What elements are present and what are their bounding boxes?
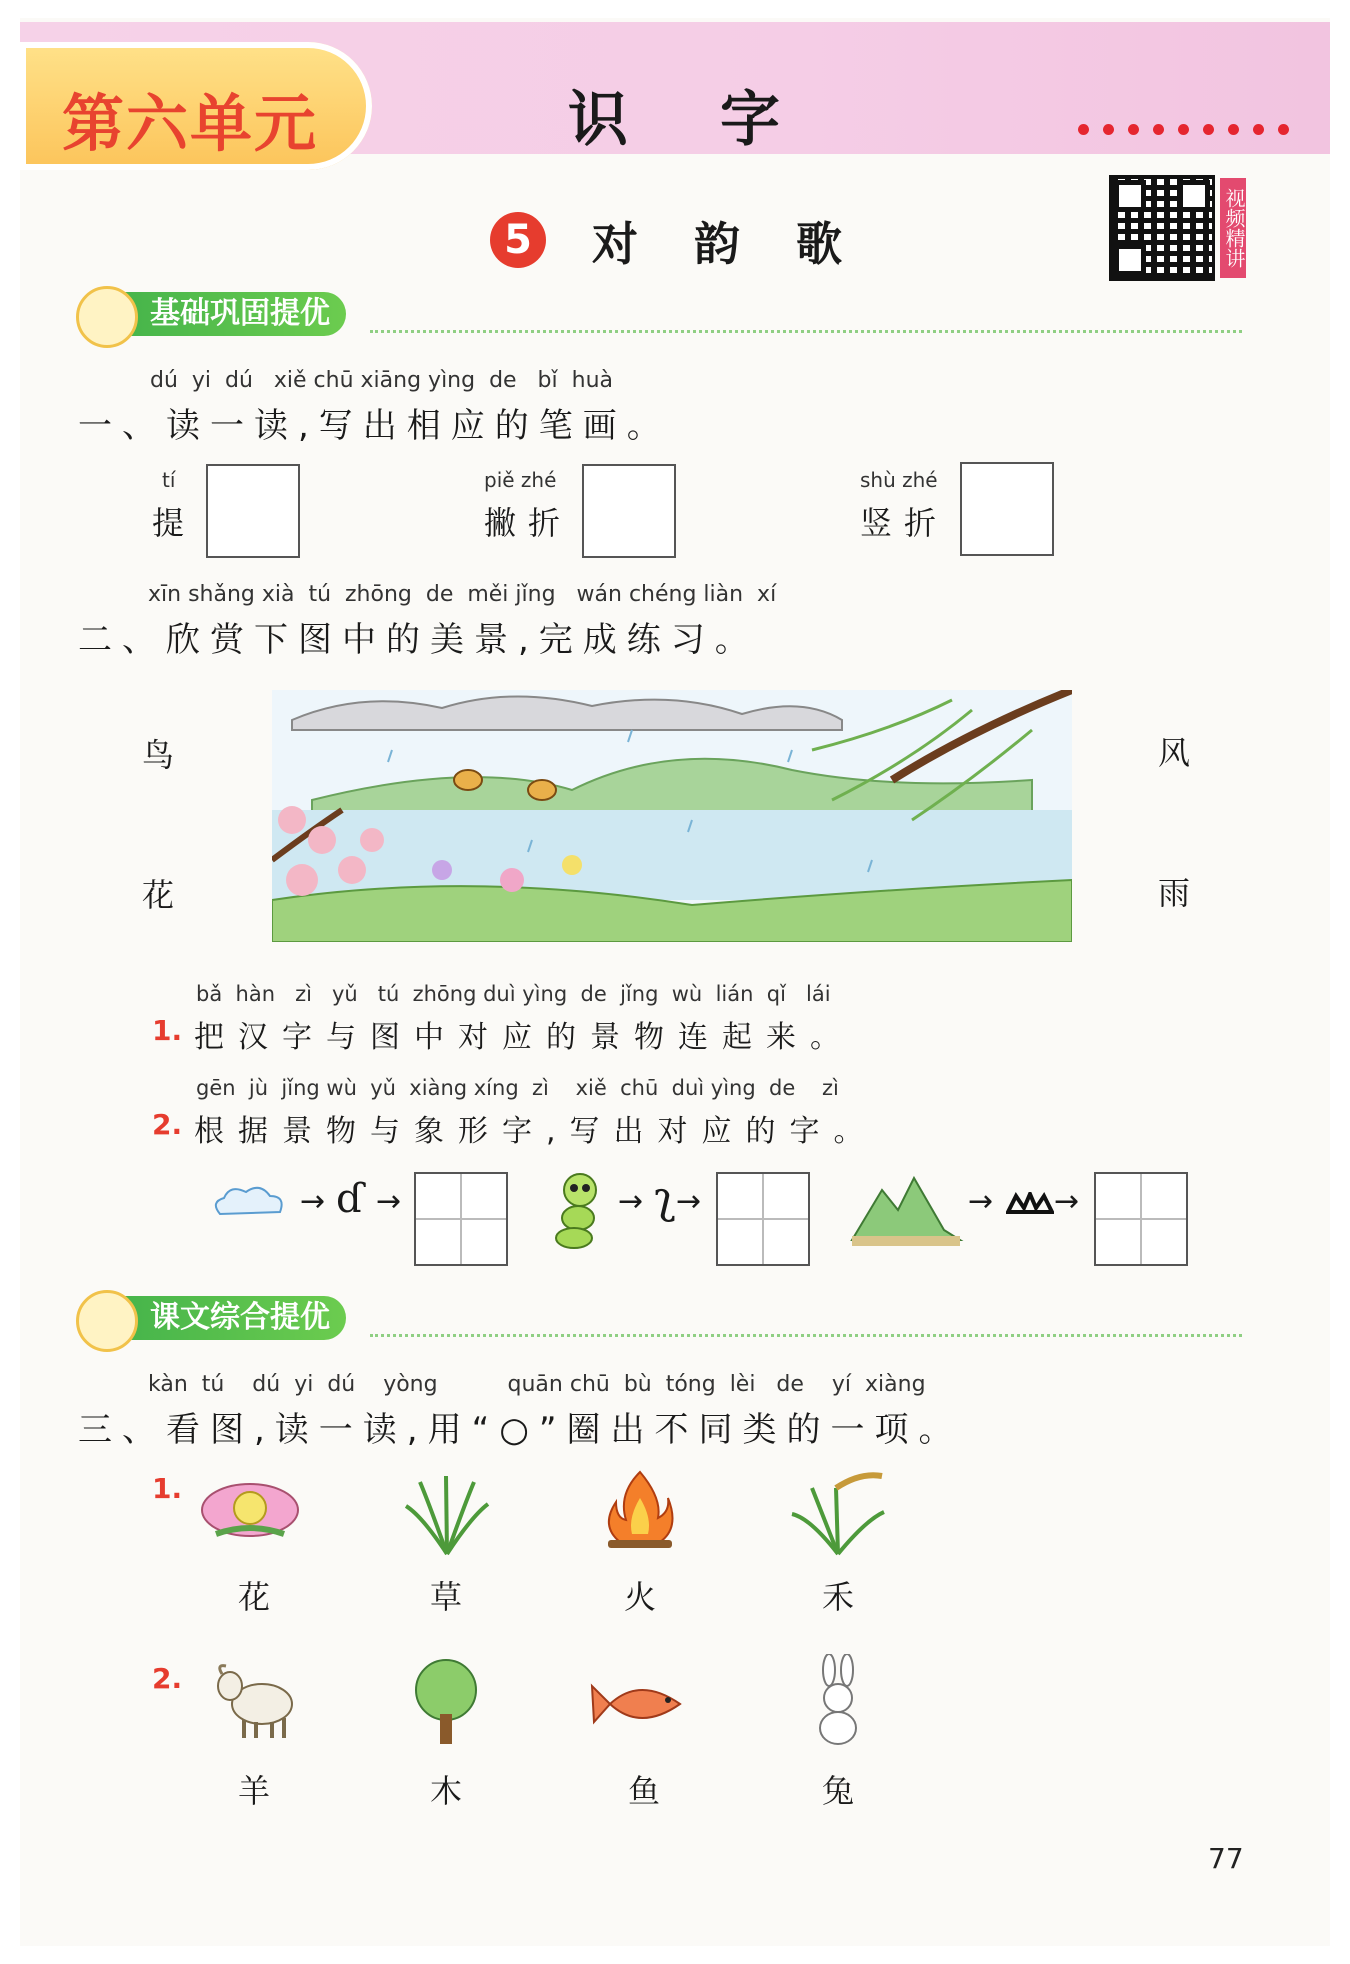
writing-grid-box[interactable] (716, 1172, 810, 1266)
answer-box[interactable] (582, 464, 676, 558)
divider (370, 330, 1242, 333)
mountain-pictograph-icon (1006, 1192, 1054, 1216)
q3-text: 三、看图,读一读,用“○”圈出不同类的一项。 (78, 1410, 963, 1450)
q1-item-pinyin: piě zhé (484, 468, 557, 492)
q2-sub2-number: 2. (152, 1108, 183, 1141)
section-banner-label: 课文综合提优 (150, 1300, 330, 1335)
fish-icon[interactable] (590, 1676, 696, 1732)
arrow-icon: → (968, 1184, 994, 1219)
q3-item-label: 草 (429, 1578, 462, 1616)
q3-item-label: 禾 (821, 1578, 854, 1616)
qr-code-icon[interactable] (1112, 178, 1212, 278)
q1-item-label: 竖折 (860, 504, 949, 542)
lightbulb-icon (76, 286, 138, 348)
mountain-icon (848, 1170, 964, 1250)
trophy-icon (76, 1290, 138, 1352)
q1-pinyin: dú yi dú xiě chū xiāng yìng de bǐ huà (150, 368, 613, 393)
rice-plant-icon[interactable] (786, 1468, 890, 1556)
arrow-icon: → (1054, 1184, 1080, 1219)
q2-sub2-pinyin: gēn jù jǐng wù yǔ xiàng xíng zì xiě chū duì yìng de zì (196, 1076, 839, 1100)
q2-sub1-pinyin: bǎ hàn zì yǔ tú zhōng duì yìng de jǐng wù lián qǐ lái (196, 982, 831, 1006)
arrow-icon: → (618, 1184, 644, 1219)
scene-word-wind[interactable]: 风 (1158, 734, 1191, 772)
grass-icon[interactable] (402, 1466, 492, 1556)
writing-grid-box[interactable] (414, 1172, 508, 1266)
chapter-title: 识字 (568, 85, 872, 155)
rabbit-icon[interactable] (812, 1654, 864, 1746)
q3-group2-number: 2. (152, 1662, 183, 1695)
scene-word-rain[interactable]: 雨 (1158, 874, 1191, 912)
decorative-dots (1078, 120, 1303, 139)
q3-item-label: 鱼 (627, 1772, 660, 1810)
cloud-icon (210, 1180, 290, 1230)
q2-text: 二、欣赏下图中的美景,完成练习。 (78, 620, 759, 660)
arrow-icon: → (300, 1184, 326, 1219)
scene-word-flower[interactable]: 花 (142, 876, 175, 914)
page-number: 77 (1208, 1842, 1244, 1875)
divider (370, 1334, 1242, 1337)
section-banner-label: 基础巩固提优 (150, 296, 330, 331)
arrow-icon: → (376, 1184, 402, 1219)
q3-item-label: 羊 (237, 1772, 270, 1810)
scene-word-bird[interactable]: 鸟 (142, 736, 175, 774)
arrow-icon: → (676, 1184, 702, 1219)
q1-item-label: 撇折 (484, 504, 573, 542)
sheep-icon[interactable] (212, 1660, 296, 1742)
q2-sub1-text: 把汉字与图中对应的景物连起来。 (194, 1020, 854, 1055)
landscape-illustration (272, 690, 1072, 942)
fire-icon[interactable] (600, 1468, 680, 1554)
q3-pinyin: kàn tú dú yi dú yòng quān chū bù tóng lèi de yí xiàng (148, 1372, 926, 1397)
lesson-number-badge: 5 (490, 212, 546, 268)
section-banner-basic (80, 292, 346, 336)
cloud-pictograph-icon: ɗ (336, 1176, 364, 1222)
tree-icon[interactable] (408, 1656, 484, 1746)
answer-box[interactable] (206, 464, 300, 558)
q1-item-pinyin: shù zhé (860, 468, 938, 492)
caterpillar-icon (544, 1168, 614, 1252)
q3-item-label: 木 (429, 1772, 462, 1810)
qr-video-tag: 视频精讲 (1220, 178, 1246, 278)
flower-icon[interactable] (196, 1474, 304, 1546)
answer-box[interactable] (960, 462, 1054, 556)
section-banner-comprehensive (80, 1296, 346, 1340)
q1-item-label: 提 (152, 504, 185, 542)
q2-pinyin: xīn shǎng xià tú zhōng de měi jǐng wán chéng liàn xí (148, 582, 777, 607)
q3-group1-number: 1. (152, 1472, 183, 1505)
q1-item-pinyin: tí (162, 468, 176, 492)
unit-title: 第六单元 (62, 87, 319, 160)
worm-pictograph-icon: ʅ (654, 1172, 676, 1223)
q3-item-label: 兔 (821, 1772, 854, 1810)
q3-item-label: 花 (237, 1578, 270, 1616)
lesson-title: 对韵歌 (592, 217, 898, 271)
q3-item-label: 火 (623, 1578, 656, 1616)
q2-sub1-number: 1. (152, 1014, 183, 1047)
q2-sub2-text: 根据景物与象形字,写出对应的字。 (194, 1114, 878, 1149)
writing-grid-box[interactable] (1094, 1172, 1188, 1266)
q1-text: 一、读一读,写出相应的笔画。 (78, 406, 671, 446)
